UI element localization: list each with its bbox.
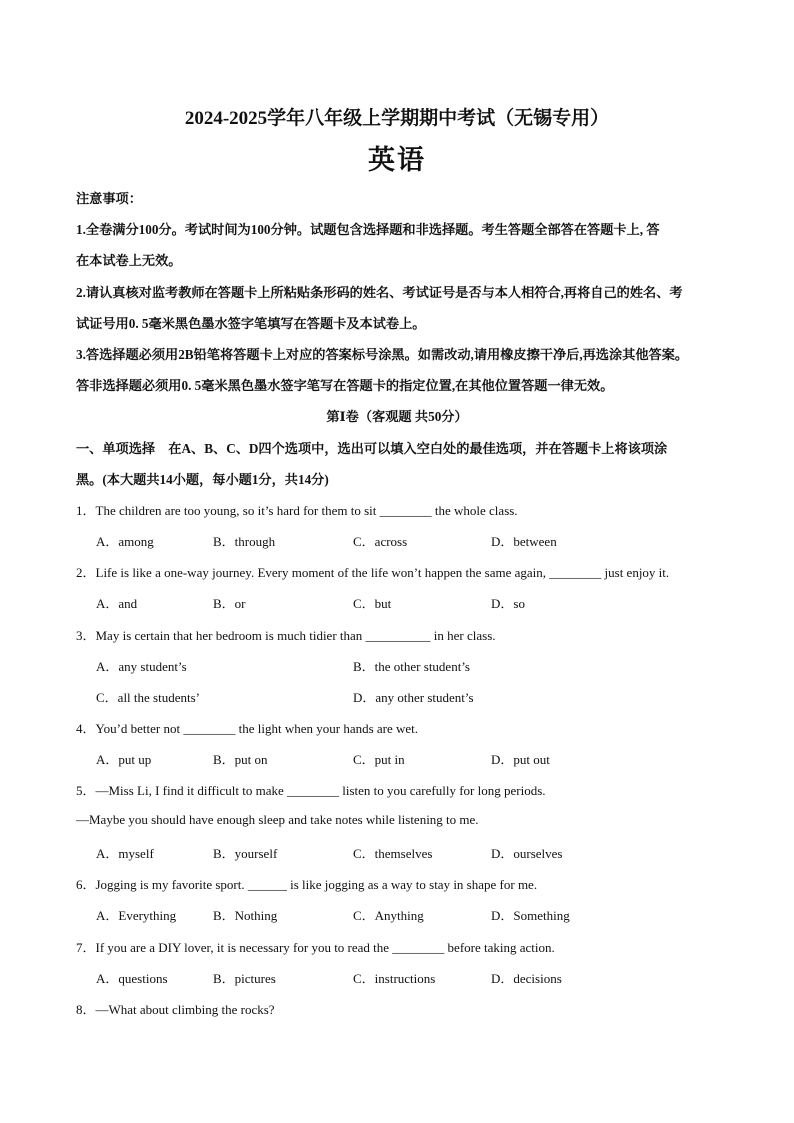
- question-4-option-c: C．put in: [353, 752, 405, 767]
- question-4-option-a: A．put up: [96, 752, 152, 767]
- question-6-stem: 6．Jogging is my favorite sport. ______ is like jogging as a way to stay in shape for me.: [76, 877, 538, 892]
- part1-instruction-line-2: 黑。(本大题共14小题，每小题1分，共14分): [76, 472, 329, 487]
- question-6-option-c: C．Anything: [353, 908, 424, 923]
- question-2-option-b: B．or: [213, 596, 246, 611]
- subject-title: 英语: [368, 145, 426, 175]
- question-5-option-d: D．ourselves: [491, 846, 563, 861]
- question-4-stem: 4．You’d better not ________ the light when your hands are wet.: [76, 721, 419, 736]
- question-2-option-c: C．but: [353, 596, 392, 611]
- question-7-stem: 7．If you are a DIY lover, it is necessary for you to read the ________ before taking action.: [76, 940, 555, 955]
- question-1-stem: 1．The children are too young, so it’s hard for them to sit ________ the whole class.: [76, 503, 518, 518]
- question-2-stem: 2．Life is like a one-way journey. Every moment of the life won’t happen the same again, ________ just enjoy it.: [76, 565, 670, 580]
- question-1-option-b: B．through: [213, 534, 276, 549]
- question-6-option-a: A．Everything: [96, 908, 177, 923]
- question-4-option-d: D．put out: [491, 752, 550, 767]
- question-5-stem-reply: —Maybe you should have enough sleep and take notes while listening to me.: [76, 812, 479, 827]
- note-3-line-1: 3.答选择题必须用2B铅笔将答题卡上对应的答案标号涂黑。如需改动,请用橡皮擦干净后,再选涂其他答案。: [76, 347, 689, 362]
- question-4-option-b: B．put on: [213, 752, 268, 767]
- question-3-option-b: B．the other student’s: [353, 659, 470, 674]
- question-5-option-a: A．myself: [96, 846, 154, 861]
- question-1-option-c: C．across: [353, 534, 408, 549]
- question-3-option-c: C．all the students’: [96, 690, 200, 705]
- question-1-option-a: A．among: [96, 534, 154, 549]
- question-5-option-b: B．yourself: [213, 846, 278, 861]
- question-2-option-a: A．and: [96, 596, 138, 611]
- section-title: 第Ⅰ卷（客观题 共50分）: [326, 409, 468, 424]
- question-7-option-c: C．instructions: [353, 971, 436, 986]
- note-1-line-1: 1.全卷满分100分。考试时间为100分钟。试题包含选择题和非选择题。考生答题全部答在答题卡上, 答: [76, 222, 660, 237]
- question-5-stem: 5．—Miss Li, I find it difficult to make ________ listen to you carefully for long periods.: [76, 783, 546, 798]
- exam-title: 2024-2025学年八年级上学期期中考试（无锡专用）: [184, 108, 610, 129]
- question-3-option-d: D．any other student’s: [353, 690, 474, 705]
- question-2-option-d: D．so: [491, 596, 525, 611]
- question-6-option-b: B．Nothing: [213, 908, 278, 923]
- question-6-option-d: D．Something: [491, 908, 570, 923]
- part1-instruction-line-1: 一、单项选择 在A、B、C、D四个选项中，选出可以填入空白处的最佳选项，并在答题卡上将该项涂: [76, 441, 668, 456]
- question-1-option-d: D．between: [491, 534, 557, 549]
- question-3-stem: 3．May is certain that her bedroom is much tidier than __________ in her class.: [76, 628, 496, 643]
- question-7-option-a: A．questions: [96, 971, 168, 986]
- note-1-line-2: 在本试卷上无效。: [76, 253, 182, 268]
- question-5-option-c: C．themselves: [353, 846, 433, 861]
- question-7-option-d: D．decisions: [491, 971, 562, 986]
- question-7-option-b: B．pictures: [213, 971, 276, 986]
- note-2-line-2: 试证号用0. 5毫米黑色墨水签字笔填写在答题卡及本试卷上。: [76, 316, 426, 331]
- question-8-stem: 8．—What about climbing the rocks?: [76, 1002, 275, 1017]
- note-2-line-1: 2.请认真核对监考教师在答题卡上所粘贴条形码的姓名、考试证号是否与本人相符合,再将自己的姓名、考: [76, 285, 683, 300]
- note-3-line-2: 答非选择题必须用0. 5毫米黑色墨水签字笔写在答题卡的指定位置,在其他位置答题一律无效。: [76, 378, 614, 393]
- notes-heading: 注意事项：: [76, 191, 142, 206]
- question-3-option-a: A．any student’s: [96, 659, 187, 674]
